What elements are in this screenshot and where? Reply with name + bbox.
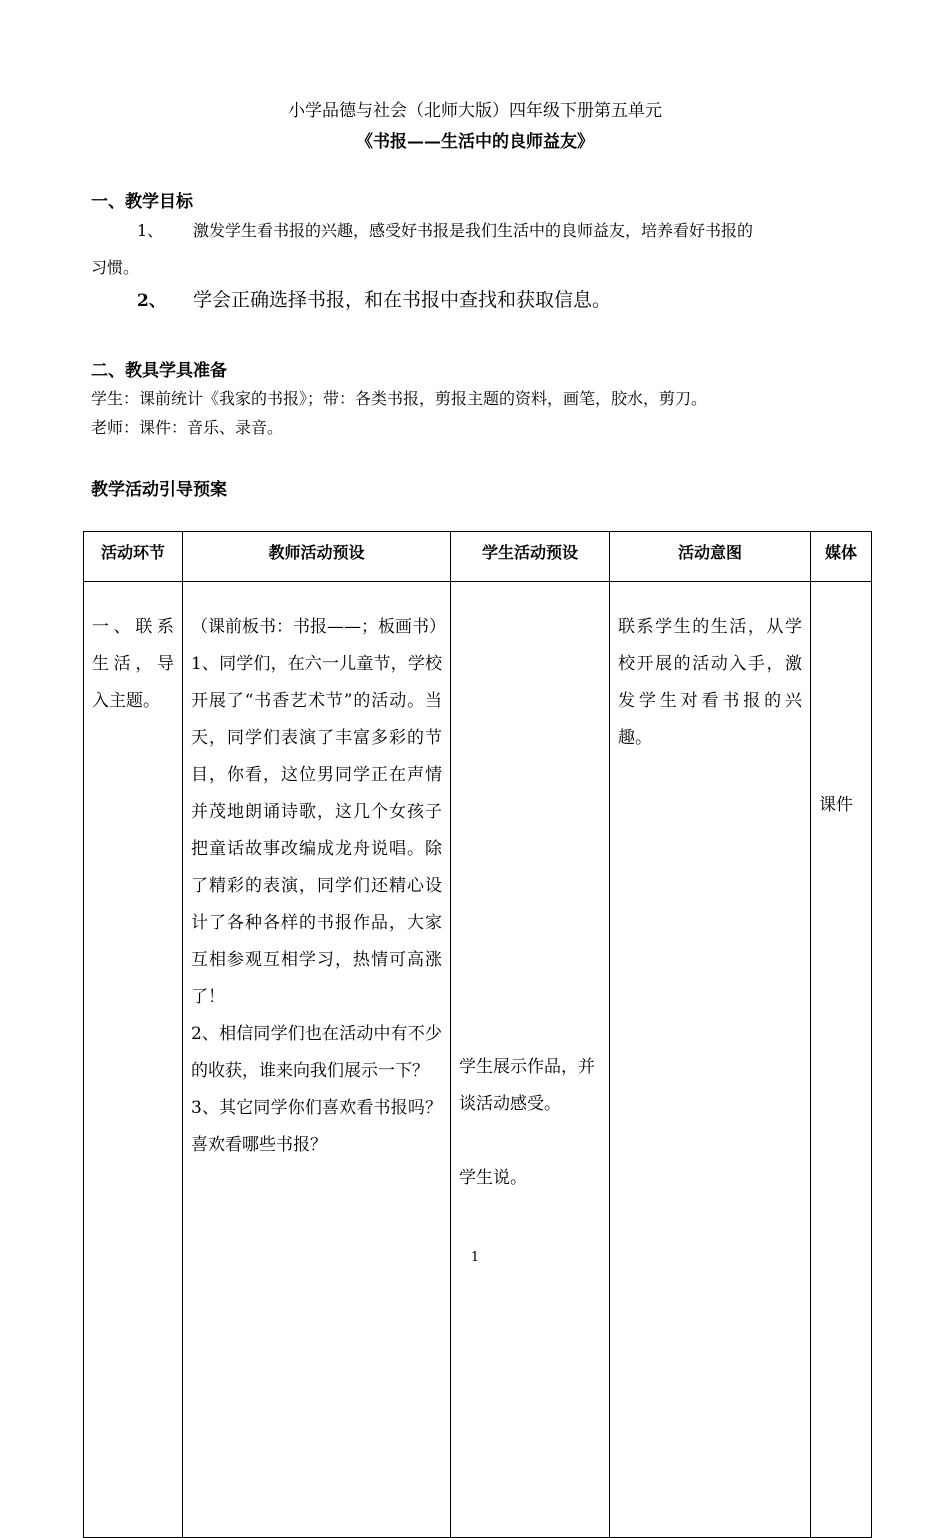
section-heading-goals: 一、教学目标 (91, 192, 193, 212)
stage-text: 一、联系生活，导入主题。 (92, 617, 174, 711)
cell-stage (84, 582, 183, 1538)
lesson-plan-table (83, 531, 872, 1538)
teacher-line-3: 2、相信同学们也在活动中有不少的收获，谁来向我们展示一下？ (191, 1024, 442, 1081)
cell-intent (610, 582, 811, 1538)
student-activity-b: 学生说。 (459, 1168, 527, 1188)
cell-media (811, 582, 872, 1538)
header-media: 媒体 (811, 532, 872, 582)
lesson-title: 《书报——生活中的良师益友》 (356, 132, 594, 152)
cell-student-activity (451, 582, 610, 1538)
document-title: 小学品德与社会（北师大版）四年级下册第五单元 (288, 101, 662, 121)
cell-teacher-activity (183, 582, 451, 1538)
student-activity-a: 学生展示作品，并谈活动感受。 (459, 1057, 595, 1114)
goal-1-number: 1、 (137, 221, 164, 240)
table-header-row (84, 532, 872, 582)
section-heading-activities: 教学活动引导预案 (91, 480, 227, 500)
teacher-line-1: （课前板书：书报——；板画书） (191, 617, 446, 637)
section-heading-materials: 二、教具学具准备 (91, 361, 227, 381)
header-teacher-activity: 教师活动预设 (183, 532, 451, 582)
teacher-line-2: 1、同学们，在六一儿童节，学校开展了“书香艺术节”的活动。当天，同学们表演了丰富多彩的节目，你看，这位男同学正在声情并茂地朗诵诗歌，这几个女孩子把童话故事改编成龙舟说唱。除了精彩的表演，同学们还精心设计了各种各样的书报作品，大家互相参观互相学习，热情可高涨了！ (191, 654, 442, 1007)
goal-2-text: 学会正确选择书报，和在书报中查找和获取信息。 (193, 289, 612, 311)
header-student-activity: 学生活动预设 (451, 532, 610, 582)
goal-1-text-continued: 习惯。 (91, 258, 140, 277)
teacher-line-4: 3、其它同学你们喜欢看书报吗？喜欢看哪些书报？ (191, 1098, 442, 1155)
page-number: 1 (470, 1250, 480, 1265)
header-intent: 活动意图 (610, 532, 811, 582)
student-materials: 学生：课前统计《我家的书报》；带：各类书报，剪报主题的资料，画笔，胶水，剪刀。 (91, 389, 708, 408)
teacher-materials: 老师：课件：音乐、录音。 (91, 418, 284, 437)
media-text: 课件 (819, 795, 853, 815)
goal-2-number: 2、 (137, 291, 166, 311)
intent-text: 联系学生的生活，从学校开展的活动入手，激发学生对看书报的兴趣。 (618, 617, 802, 748)
goal-1-text: 激发学生看书报的兴趣，感受好书报是我们生活中的良师益友，培养看好书报的 (193, 221, 754, 240)
table-row (84, 582, 872, 1538)
header-stage: 活动环节 (84, 532, 183, 582)
